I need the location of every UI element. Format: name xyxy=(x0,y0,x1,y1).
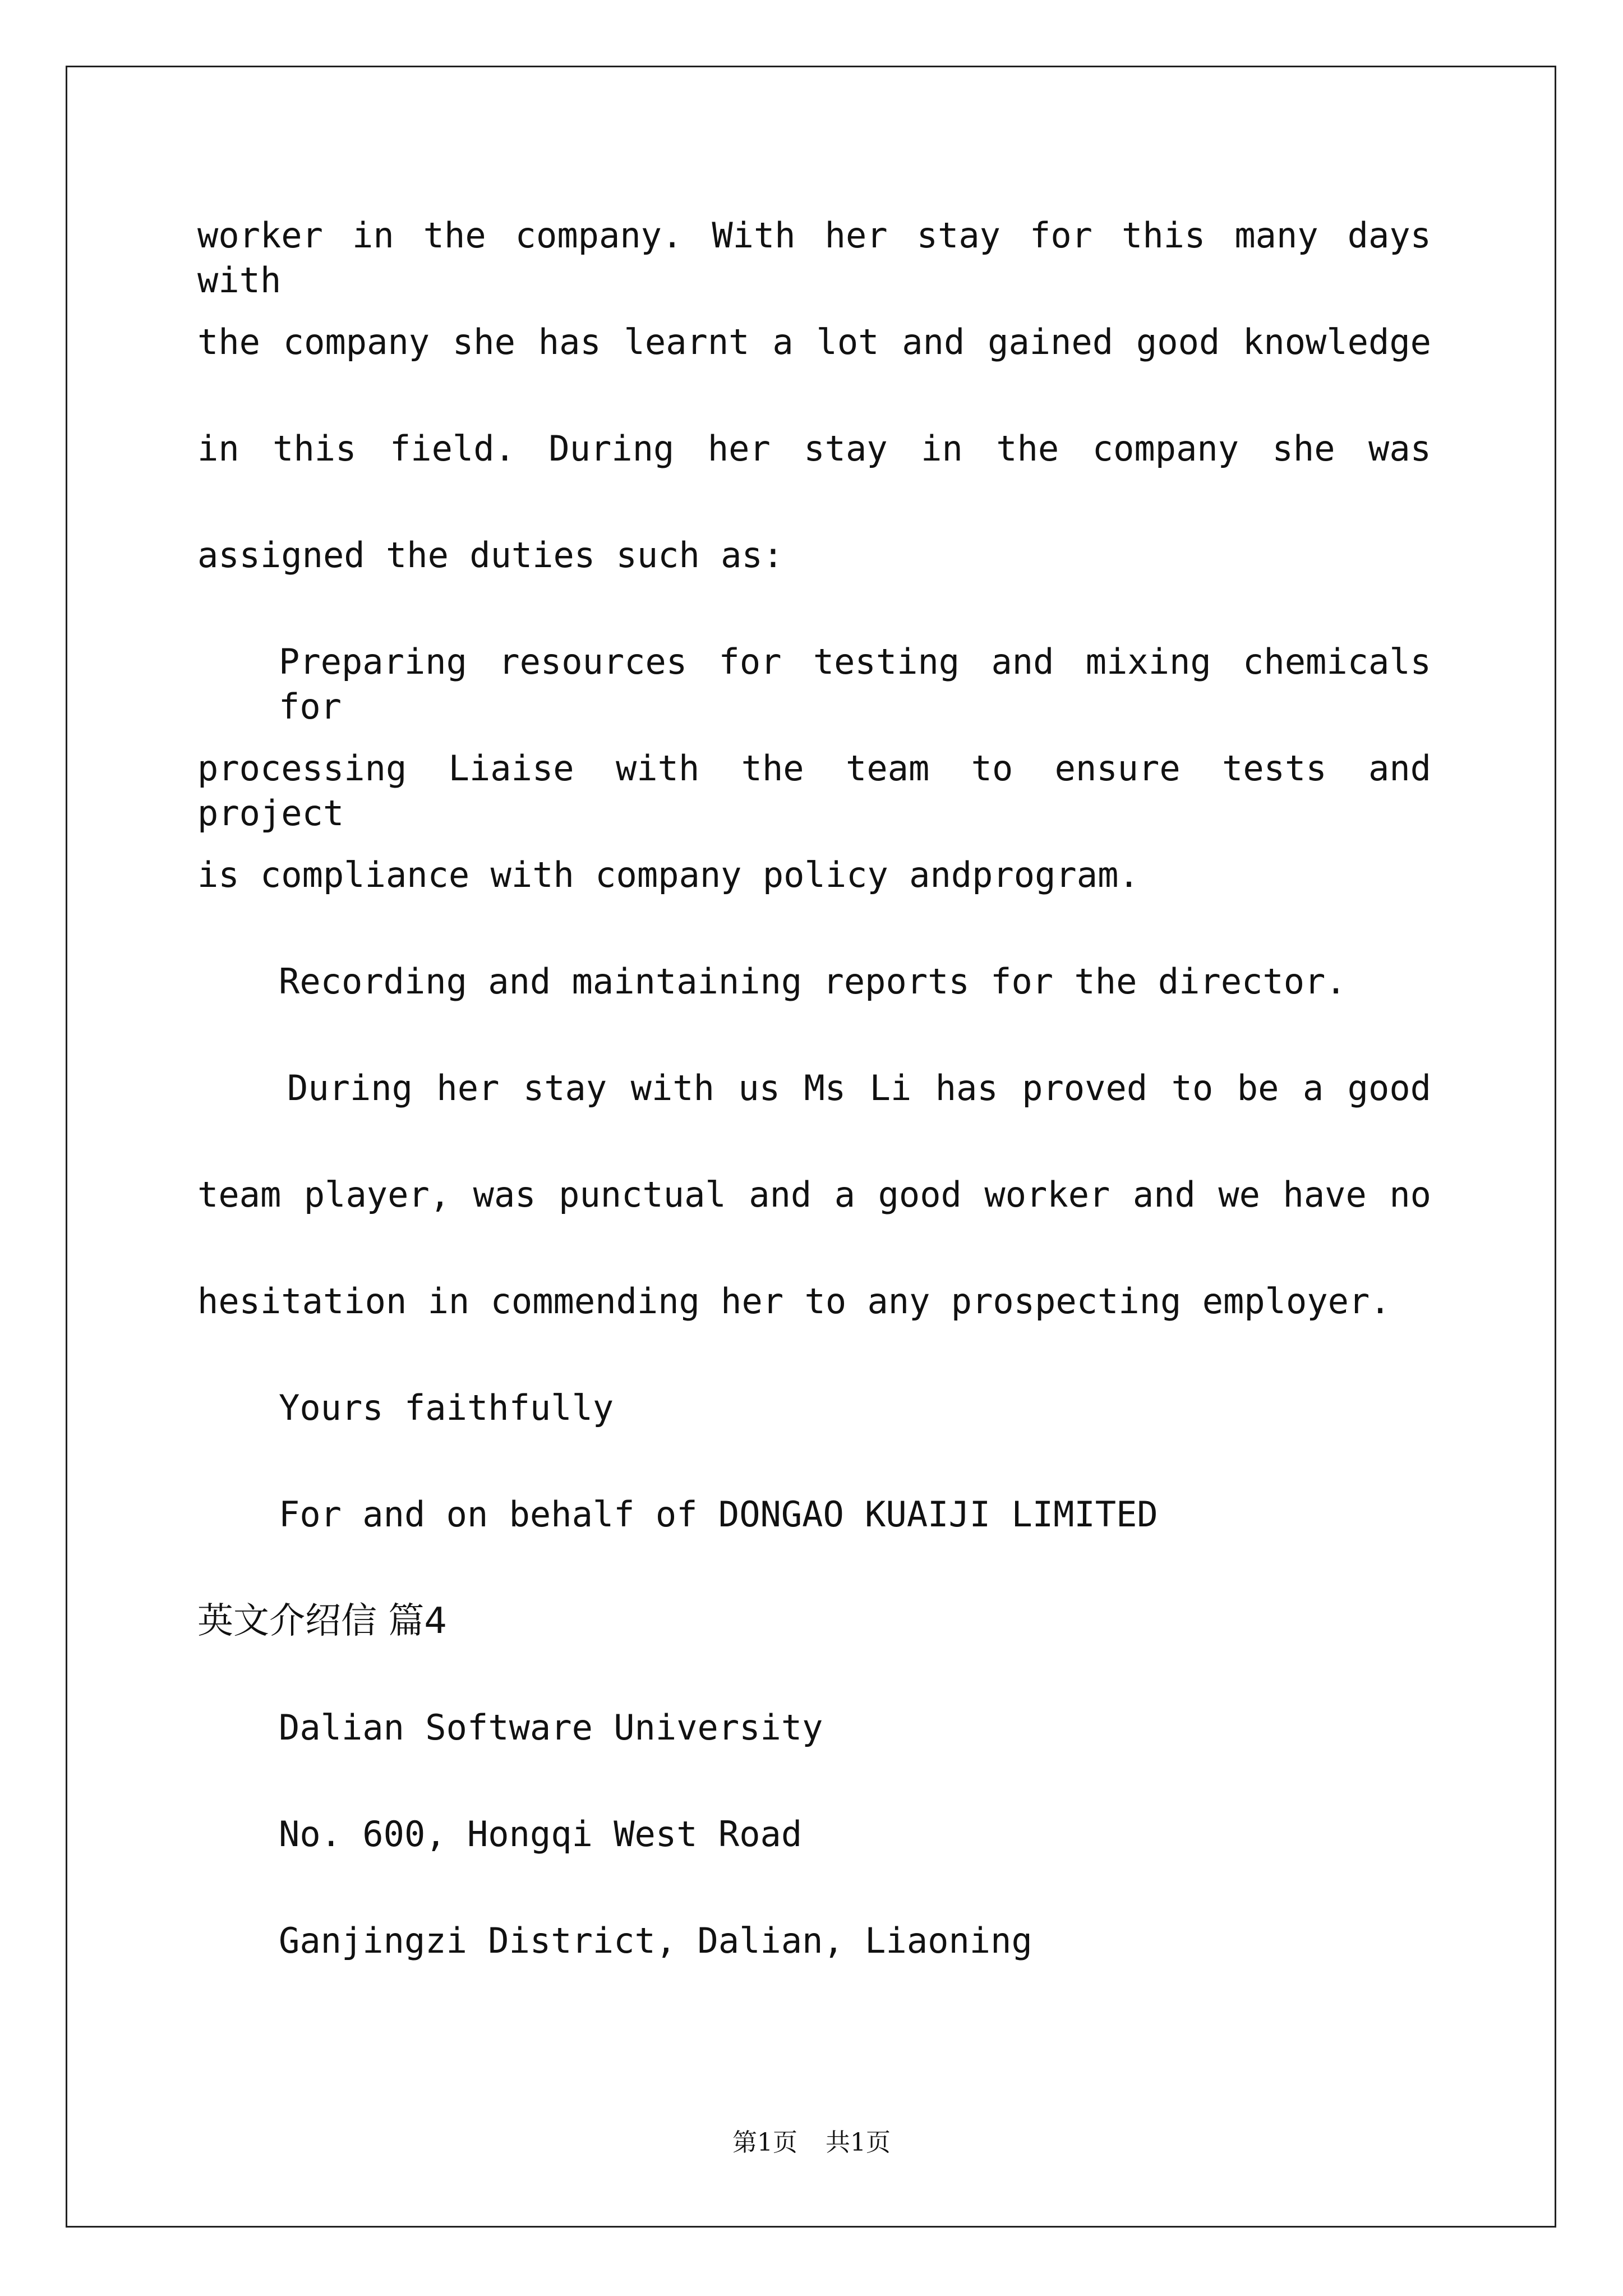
text-line: During her stay with us Ms Li has proved to be a good xyxy=(287,1068,1431,1108)
address-line: Ganjingzi District, Dalian, Liaoning xyxy=(279,1920,1032,1961)
text-line: hesitation in commending her to any prospecting employer. xyxy=(197,1281,1391,1322)
text-line: processing Liaise with the team to ensure tests and project xyxy=(197,748,1431,834)
text-line: the company she has learnt a lot and gained good knowledge xyxy=(197,321,1431,362)
text-line: worker in the company. With her stay for this many days with xyxy=(197,215,1431,301)
address-line: Dalian Software University xyxy=(279,1707,823,1748)
page-footer xyxy=(0,2126,1623,2160)
page-number: 第1页 xyxy=(732,2128,797,2157)
text-line: team player, was punctual and a good worker and we have no xyxy=(197,1174,1431,1215)
page-border xyxy=(66,66,1556,2228)
text-line: in this field. During her stay in the company she was xyxy=(197,428,1431,469)
address-line: No. 600, Hongqi West Road xyxy=(279,1814,803,1855)
signature-line: For and on behalf of DONGAO KUAIJI LIMITED xyxy=(279,1494,1158,1535)
closing-line: Yours faithfully xyxy=(279,1387,614,1428)
page-total: 共1页 xyxy=(826,2128,891,2157)
text-line: is compliance with company policy andprogram. xyxy=(197,854,1140,895)
section-heading: 英文介绍信 篇4 xyxy=(197,1600,448,1642)
text-line: assigned the duties such as: xyxy=(197,535,784,576)
text-line: Recording and maintaining reports for the director. xyxy=(279,961,1347,1002)
text-line: Preparing resources for testing and mixing chemicals for xyxy=(279,641,1431,727)
